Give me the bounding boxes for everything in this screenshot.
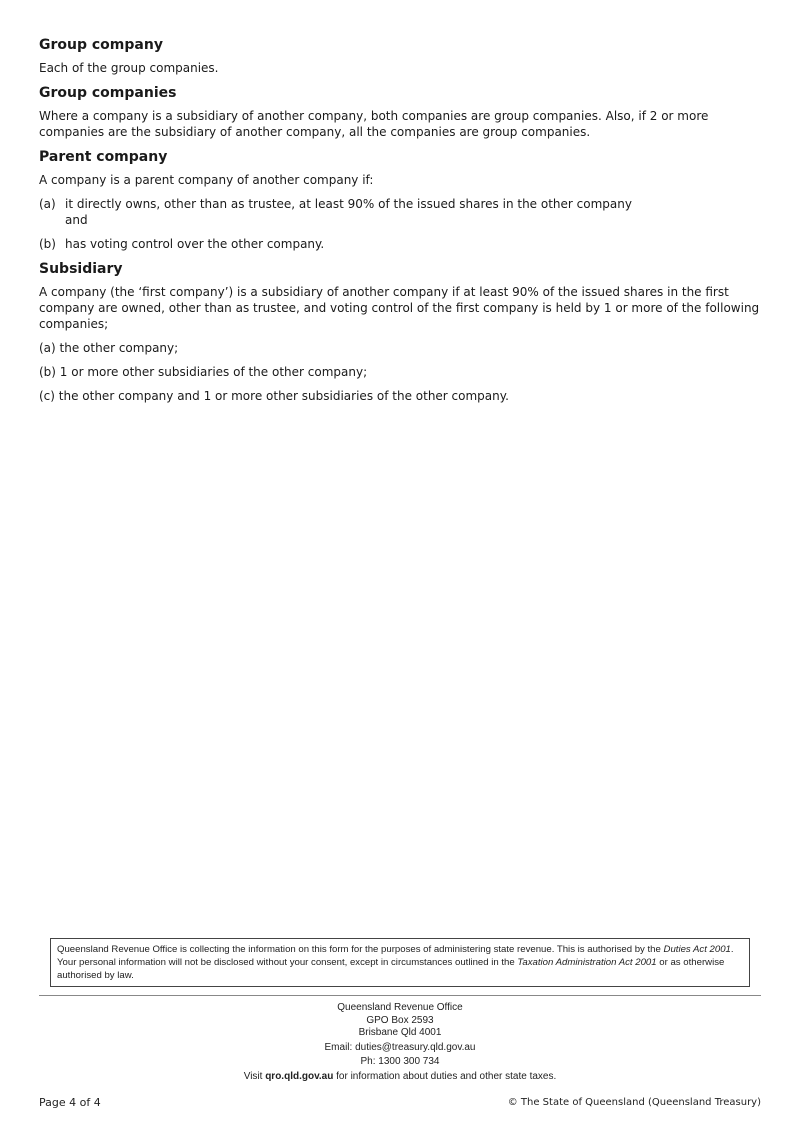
notice-text-2: . Your personal information will not be disclosed without your consent, except in circumstances outlined in the — [57, 944, 734, 968]
item-text: it directly owns, other than as trustee, at least 90% of the issued shares in the other company — [65, 197, 632, 211]
website-link[interactable]: qro.qld.gov.au — [265, 1070, 334, 1082]
contact-email: Email: duties@treasury.qld.gov.au — [324, 1041, 476, 1053]
contact-city: Brisbane Qld 4001 — [358, 1027, 442, 1038]
page-number: Page 4 of 4 — [39, 1096, 101, 1109]
list-item — [39, 236, 761, 252]
contact-box: GPO Box 2593 — [366, 1014, 434, 1026]
definitions-content — [39, 36, 761, 412]
heading-subsidiary: Subsidiary — [39, 261, 123, 277]
text-parent-company: A company is a parent company of another company if: — [39, 173, 374, 187]
list-item: (b) 1 or more other subsidiaries of the other company; — [39, 365, 368, 379]
notice-act-2: Taxation Administration Act 2001 — [517, 957, 657, 968]
list-item: (c) the other company and 1 or more other subsidiaries of the other company. — [39, 389, 509, 403]
section-group-company — [39, 36, 761, 76]
visit-prefix: Visit — [243, 1070, 266, 1082]
notice-text-1: Queensland Revenue Office is collecting the information on this form for the purposes of administering state revenue. This is authorised by the — [57, 944, 664, 955]
copyright: © The State of Queensland (Queensland Treasury) — [507, 1097, 761, 1108]
contact-phone: Ph: 1300 300 734 — [360, 1056, 440, 1067]
item-body — [65, 196, 632, 228]
text-subsidiary: A company (the ‘first company’) is a subsidiary of another company if at least 90% of the issued shares in the first company are owned, other than as trustee, and voting control of the first company is held by 1 or more of the following companies; — [39, 285, 760, 331]
notice-act-1: Duties Act 2001 — [663, 944, 731, 955]
contact-block — [39, 1002, 761, 1083]
heading-parent-company: Parent company — [39, 149, 168, 165]
notice-text-3: or as otherwise authorised by law. — [57, 957, 725, 981]
item-join-word: and — [65, 213, 88, 227]
heading-group-company: Group company — [39, 37, 163, 53]
divider — [39, 995, 761, 996]
text-group-company: Each of the group companies. — [39, 61, 219, 75]
heading-group-companies: Group companies — [39, 85, 177, 101]
section-subsidiary — [39, 260, 761, 404]
section-group-companies — [39, 84, 761, 140]
privacy-notice — [50, 938, 750, 987]
item-text: has voting control over the other company. — [65, 237, 325, 251]
contact-visit — [39, 1071, 761, 1084]
text-group-companies: Where a company is a subsidiary of another company, both companies are group companies. Also, if 2 or more companies are the subsidiary of another company, all the companies are group companies. — [39, 109, 709, 139]
section-parent-company — [39, 148, 761, 252]
list-item: (a) the other company; — [39, 341, 179, 355]
visit-suffix: for information about duties and other state taxes. — [333, 1070, 557, 1082]
contact-office: Queensland Revenue Office — [337, 1002, 463, 1013]
item-label: (b) — [39, 237, 56, 251]
item-label: (a) — [39, 197, 56, 211]
list-item — [39, 196, 761, 228]
